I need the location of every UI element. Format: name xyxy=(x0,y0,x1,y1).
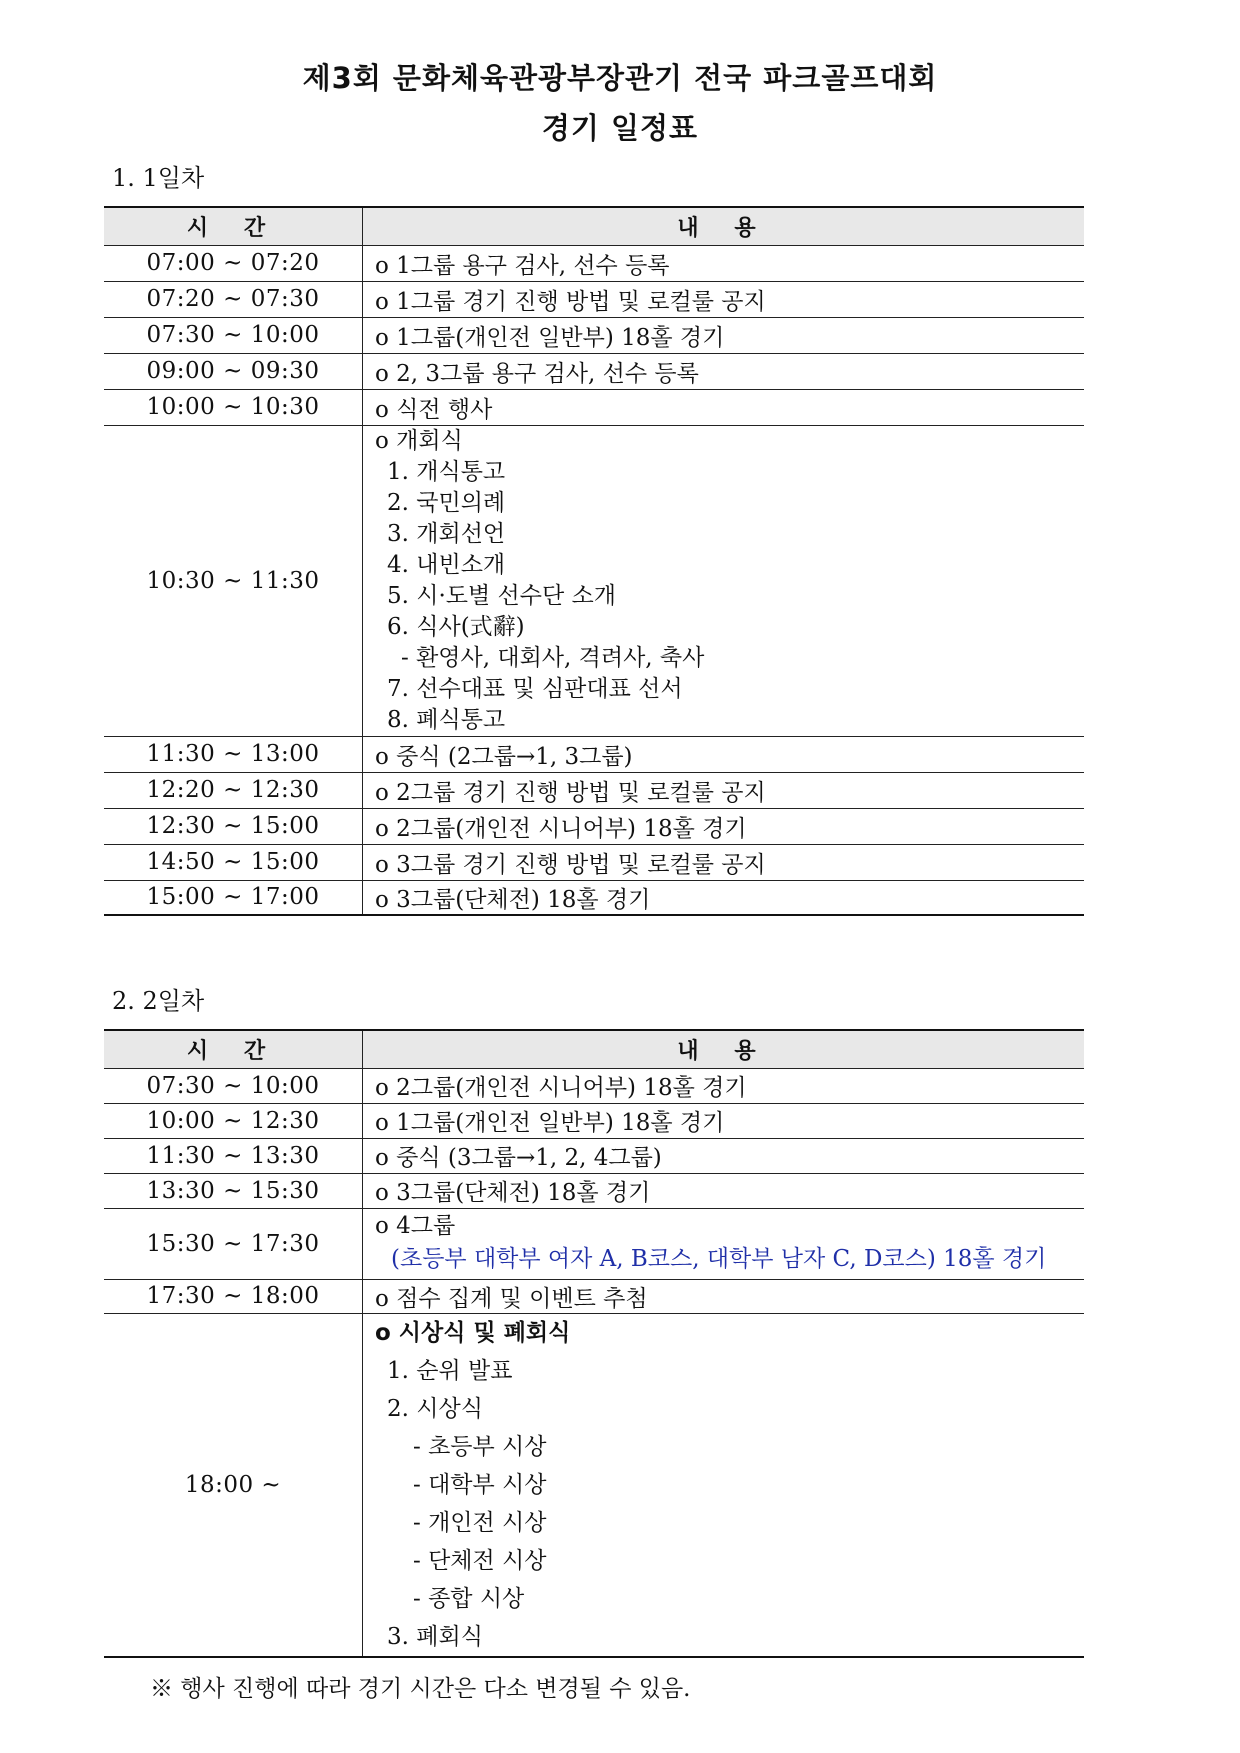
table-row xyxy=(104,1103,1084,1138)
awards-item: 2. 시상식 xyxy=(387,1395,483,1422)
day2-label: 2. 2일차 xyxy=(112,987,205,1015)
group4-row xyxy=(104,1208,1084,1279)
row-time: 10:30 ~ 11:30 xyxy=(104,425,363,736)
row-content: o 2그룹(개인전 시니어부) 18홀 경기 xyxy=(363,1068,1085,1103)
row-time: 14:50 ~ 15:00 xyxy=(104,844,363,880)
row-content: o 2그룹(개인전 시니어부) 18홀 경기 xyxy=(363,808,1085,844)
row-content: o 3그룹(단체전) 18홀 경기 xyxy=(363,880,1085,915)
row-time: 11:30 ~ 13:30 xyxy=(104,1138,363,1173)
table-row xyxy=(104,844,1084,880)
row-time: 07:30 ~ 10:00 xyxy=(104,1068,363,1103)
group4-title: o 4그룹 xyxy=(375,1213,456,1239)
schedule-note: ※ 행사 진행에 따라 경기 시간은 다소 변경될 수 있음. xyxy=(150,1676,691,1702)
awards-content xyxy=(363,1313,1085,1657)
row-time: 09:00 ~ 09:30 xyxy=(104,353,363,389)
header-content: 내 용 xyxy=(363,1030,1085,1068)
document-subtitle: 경기 일정표 xyxy=(541,111,699,145)
opening-ceremony-row xyxy=(104,425,1084,736)
row-content: o 3그룹(단체전) 18홀 경기 xyxy=(363,1173,1085,1208)
awards-title: o 시상식 및 폐회식 xyxy=(375,1319,571,1346)
opening-ceremony-content xyxy=(363,425,1085,736)
document-title: 제3회 문화체육관광부장관기 전국 파크골프대회 xyxy=(302,61,938,95)
row-content: o 점수 집계 및 이벤트 추첨 xyxy=(363,1279,1085,1313)
day2-schedule-table xyxy=(104,1029,1084,1658)
ceremony-title: o 개회식 xyxy=(375,427,463,454)
row-time: 13:30 ~ 15:30 xyxy=(104,1173,363,1208)
row-time: 07:30 ~ 10:00 xyxy=(104,317,363,353)
header-time: 시 간 xyxy=(104,1030,363,1068)
table-row xyxy=(104,389,1084,425)
group4-detail: (초등부 대학부 여자 A, B코스, 대학부 남자 C, D코스) 18홀 경기 xyxy=(391,1246,1047,1272)
awards-sub-item: - 초등부 시상 xyxy=(413,1433,547,1460)
ceremony-item: 6. 식사(式辭) xyxy=(387,613,525,640)
table-row xyxy=(104,880,1084,915)
row-time: 10:00 ~ 10:30 xyxy=(104,389,363,425)
table-row xyxy=(104,1173,1084,1208)
table-row xyxy=(104,772,1084,808)
day1-label: 1. 1일차 xyxy=(112,164,205,192)
awards-sub-item: - 단체전 시상 xyxy=(413,1547,547,1574)
ceremony-item: 4. 내빈소개 xyxy=(387,551,506,578)
row-time: 10:00 ~ 12:30 xyxy=(104,1103,363,1138)
table-row xyxy=(104,1279,1084,1313)
row-content: o 식전 행사 xyxy=(363,389,1085,425)
ceremony-item: 7. 선수대표 및 심판대표 선서 xyxy=(387,675,683,702)
day1-schedule-table xyxy=(104,206,1084,916)
table-row xyxy=(104,1138,1084,1173)
row-content: o 중식 (2그룹→1, 3그룹) xyxy=(363,736,1085,772)
awards-row xyxy=(104,1313,1084,1657)
row-content: o 1그룹 용구 검사, 선수 등록 xyxy=(363,245,1085,281)
row-content: o 1그룹 경기 진행 방법 및 로컬룰 공지 xyxy=(363,281,1085,317)
ceremony-item: 1. 개식통고 xyxy=(387,458,506,485)
header-time: 시 간 xyxy=(104,207,363,245)
table-row xyxy=(104,245,1084,281)
ceremony-item: 3. 개회선언 xyxy=(387,520,506,547)
table-row xyxy=(104,808,1084,844)
table-row xyxy=(104,317,1084,353)
ceremony-item: 2. 국민의례 xyxy=(387,489,506,516)
ceremony-item: 5. 시·도별 선수단 소개 xyxy=(387,582,616,609)
ceremony-item: 8. 폐식통고 xyxy=(387,706,506,733)
table-row xyxy=(104,353,1084,389)
row-time: 18:00 ~ xyxy=(104,1313,363,1657)
table-row xyxy=(104,1068,1084,1103)
row-content: o 2그룹 경기 진행 방법 및 로컬룰 공지 xyxy=(363,772,1085,808)
group4-content xyxy=(363,1208,1085,1279)
header-content: 내 용 xyxy=(363,207,1085,245)
row-content: o 2, 3그룹 용구 검사, 선수 등록 xyxy=(363,353,1085,389)
table-row xyxy=(104,736,1084,772)
row-time: 07:00 ~ 07:20 xyxy=(104,245,363,281)
awards-sub-item: - 대학부 시상 xyxy=(413,1471,547,1498)
awards-item: 1. 순위 발표 xyxy=(387,1357,513,1384)
awards-sub-item: - 개인전 시상 xyxy=(413,1509,547,1536)
row-time: 15:00 ~ 17:00 xyxy=(104,880,363,915)
row-time: 12:30 ~ 15:00 xyxy=(104,808,363,844)
row-time: 07:20 ~ 07:30 xyxy=(104,281,363,317)
row-time: 15:30 ~ 17:30 xyxy=(104,1208,363,1279)
row-time: 17:30 ~ 18:00 xyxy=(104,1279,363,1313)
row-content: o 1그룹(개인전 일반부) 18홀 경기 xyxy=(363,317,1085,353)
awards-item: 3. 폐회식 xyxy=(387,1623,483,1650)
ceremony-sub-item: - 환영사, 대회사, 격려사, 축사 xyxy=(401,644,705,671)
row-time: 12:20 ~ 12:30 xyxy=(104,772,363,808)
row-content: o 중식 (3그룹→1, 2, 4그룹) xyxy=(363,1138,1085,1173)
awards-sub-item: - 종합 시상 xyxy=(413,1585,525,1612)
row-content: o 3그룹 경기 진행 방법 및 로컬룰 공지 xyxy=(363,844,1085,880)
row-time: 11:30 ~ 13:00 xyxy=(104,736,363,772)
table-header-row xyxy=(104,207,1084,245)
table-row xyxy=(104,281,1084,317)
table-header-row xyxy=(104,1030,1084,1068)
row-content: o 1그룹(개인전 일반부) 18홀 경기 xyxy=(363,1103,1085,1138)
